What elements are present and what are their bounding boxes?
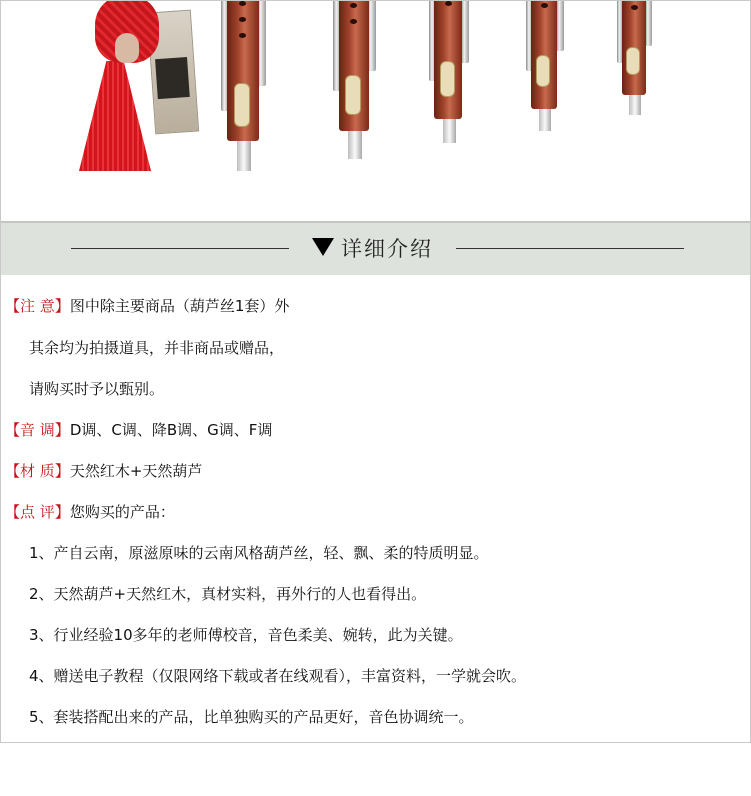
notice-label: 注 意 — [20, 297, 55, 315]
key-bracket-open: 【 — [5, 421, 21, 439]
notice-row — [5, 295, 289, 316]
review-text: 您购买的产品： — [69, 503, 175, 521]
section-title: 详细介绍 — [341, 237, 433, 261]
product-photo — [1, 1, 750, 217]
key-bracket-close: 】 — [54, 421, 70, 439]
key-row — [5, 419, 272, 440]
feature-point-5: 5、套装搭配出来的产品，比单独购买的产品更好，音色协调统一。 — [29, 708, 474, 726]
material-label: 材 质 — [20, 462, 55, 480]
key-label: 音 调 — [20, 421, 55, 439]
review-row — [5, 501, 175, 522]
feature-point-2: 2、天然葫芦+天然红木，真材实料，再外行的人也看得出。 — [29, 585, 427, 603]
notice-line-2: 其余均为拍摄道具，并非商品或赠品， — [29, 339, 285, 357]
notice-bracket-close: 】 — [54, 297, 70, 315]
feature-point-4: 4、赠送电子教程（仅限网络下载或者在线观看），丰富资料，一学就会吹。 — [29, 667, 527, 685]
notice-line-3: 请购买时予以甄别。 — [29, 380, 165, 398]
feature-point-3: 3、行业经验10多年的老师傅校音，音色柔美、婉转，此为关键。 — [29, 626, 463, 644]
material-text: 天然红木+天然葫芦 — [69, 462, 203, 480]
notice-bracket-open: 【 — [5, 297, 21, 315]
review-bracket-open: 【 — [5, 503, 21, 521]
feature-point-1: 1、产自云南，原滋原味的云南风格葫芦丝，轻、飘、柔的特质明显。 — [29, 544, 489, 562]
down-triangle-icon — [312, 238, 334, 256]
notice-text: 图中除主要商品（葫芦丝1套）外 — [69, 297, 290, 315]
key-text: D调、C调、降B调、G调、F调 — [69, 421, 273, 439]
red-tassel — [79, 61, 151, 171]
header-divider-left — [71, 248, 289, 249]
section-header — [1, 221, 750, 275]
review-label: 点 评 — [20, 503, 55, 521]
material-bracket-open: 【 — [5, 462, 21, 480]
header-divider-right — [456, 248, 684, 249]
material-row — [5, 460, 202, 481]
tassel-bead — [115, 33, 139, 63]
review-bracket-close: 】 — [54, 503, 70, 521]
material-bracket-close: 】 — [54, 462, 70, 480]
